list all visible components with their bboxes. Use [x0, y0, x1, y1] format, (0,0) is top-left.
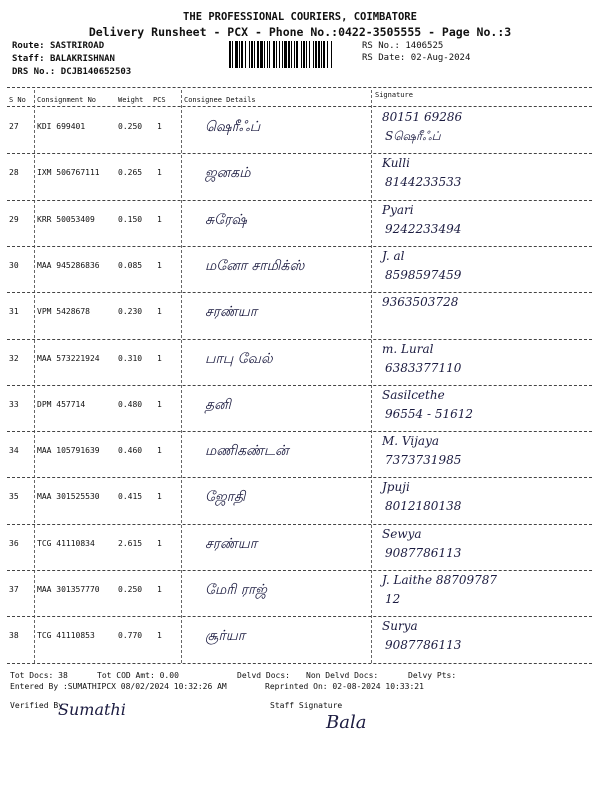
barcode-bar [301, 41, 302, 68]
row-sno: 27 [9, 122, 19, 131]
row-consignee-handwritten: சுரேஷ் [205, 211, 247, 228]
row-sno: 38 [9, 631, 19, 641]
row-weight: 0.460 [118, 446, 143, 456]
col-separator-signature [371, 90, 372, 663]
rs-no-line [362, 41, 443, 51]
col-header-consignee: Consignee Details [184, 96, 256, 104]
drs-value: DCJB140652503 [60, 67, 132, 77]
row-consignee-handwritten: சூர்யா [205, 628, 246, 645]
row-pcs: 1 [157, 260, 162, 270]
row-consignee-handwritten: தனி [205, 396, 231, 413]
row-divider [7, 431, 592, 432]
row-divider [7, 385, 592, 386]
route-value: SASTRIROAD [49, 41, 105, 51]
barcode-bar [245, 41, 246, 68]
table-bottom-rule [7, 663, 592, 664]
row-divider [7, 570, 592, 571]
rs-no-value: 1406525 [405, 41, 444, 51]
row-signature-line1: Sewya [382, 526, 422, 541]
row-weight: 0.150 [118, 214, 143, 224]
row-signature-line2: 8144233533 [385, 175, 462, 190]
staff-label: Staff: [12, 54, 45, 64]
row-consignment-no: KRR 50053409 [37, 214, 95, 224]
row-sno: 37 [9, 585, 19, 594]
verified-by-signature: Sumathi [58, 700, 126, 719]
row-weight: 0.310 [118, 353, 143, 363]
barcode-bar [273, 41, 275, 68]
row-weight: 0.770 [118, 631, 143, 641]
rs-date-label: RS Date: [362, 53, 406, 63]
barcode-bar [249, 41, 250, 68]
col-separator-consignee [181, 90, 182, 663]
delivered-docs: Delvd Docs: [237, 671, 290, 680]
row-sno: 28 [9, 168, 19, 178]
row-consignment-no: MAA 301525530 [37, 492, 100, 502]
row-pcs: 1 [157, 214, 162, 224]
row-signature-line2: Sஷெரீஃப் [385, 129, 441, 143]
col-header-signature: Signature [375, 91, 413, 99]
drs-line [12, 67, 131, 77]
row-consignee-handwritten: மேரி ராஜ் [205, 582, 267, 598]
row-consignment-no: VPM 5428678 [37, 307, 90, 317]
barcode-bar [257, 41, 259, 68]
barcode-bar [235, 41, 238, 68]
row-signature-line2: 12 [385, 592, 401, 606]
barcode-bar [321, 41, 322, 68]
row-weight: 0.265 [118, 168, 143, 178]
staff-line [12, 54, 115, 64]
route-label: Route: [12, 41, 45, 51]
row-sno: 34 [9, 446, 19, 456]
barcode [229, 41, 357, 68]
barcode-bar [229, 41, 231, 68]
drs-label: DRS No.: [12, 67, 56, 77]
row-consignee-handwritten: ஷெரீஃப் [205, 119, 261, 135]
tot-docs: Tot Docs: 38 [10, 671, 68, 680]
barcode-bar [239, 41, 240, 68]
runsheet-subtitle: Delivery Runsheet - PCX - Phone No.:0422-3505555 - Page No.:3 [88, 25, 512, 39]
delivery-points: Delvy Pts: [408, 671, 457, 680]
row-divider [7, 200, 592, 201]
barcode-bar [279, 41, 280, 68]
row-signature-line2: 8012180138 [385, 499, 462, 514]
row-pcs: 1 [157, 446, 162, 456]
row-weight: 0.085 [118, 260, 143, 270]
barcode-bar [260, 41, 263, 68]
barcode-bar [291, 41, 292, 68]
row-signature-line2: 9242233494 [385, 221, 462, 236]
barcode-bar [323, 41, 325, 68]
barcode-bar [313, 41, 314, 68]
staff-value: BALAKRISHNAN [49, 54, 115, 64]
barcode-bar [276, 41, 277, 68]
row-sno: 29 [9, 214, 19, 224]
row-consignment-no: IXM 506767111 [37, 168, 100, 178]
row-divider [7, 524, 592, 525]
row-signature-line2: 7373731985 [385, 453, 462, 468]
entered-by: Entered By :SUMATHIPCX 08/02/2024 10:32:26 AM [10, 682, 227, 691]
barcode-bar [331, 41, 332, 68]
row-pcs: 1 [157, 492, 162, 502]
row-pcs: 1 [157, 122, 162, 131]
row-weight: 2.615 [118, 538, 143, 548]
barcode-bar [264, 41, 265, 68]
barcode-bar [269, 41, 270, 68]
reprinted-on: Reprinted On: 02-08-2024 10:33:21 [265, 682, 424, 691]
rs-date-value: 02-Aug-2024 [410, 53, 471, 63]
row-divider [7, 616, 592, 617]
row-consignee-handwritten: பாபு வேல் [205, 350, 273, 367]
col-header-pcs: PCS [153, 96, 166, 104]
row-consignment-no: DPM 457714 [37, 399, 86, 409]
rs-no-label: RS No.: [362, 41, 400, 51]
row-divider [7, 153, 592, 154]
barcode-bar [296, 41, 298, 68]
row-weight: 0.415 [118, 492, 143, 502]
staff-signature: Bala [326, 712, 367, 733]
col-header-sno: S No [9, 96, 26, 104]
barcode-bar [318, 41, 320, 68]
row-consignee-handwritten: ஜோதி [205, 489, 246, 506]
table-top-rule [7, 87, 592, 88]
rs-date-line [362, 53, 470, 63]
row-consignment-no: MAA 945286836 [37, 260, 100, 270]
row-weight: 0.250 [118, 122, 143, 131]
row-signature-line1: Jpuji [382, 480, 410, 495]
row-signature-line2: 8598597459 [385, 267, 462, 282]
row-signature-line2: 9087786113 [385, 638, 462, 653]
row-consignee-handwritten: சரண்யா [205, 304, 258, 321]
barcode-bar [284, 41, 287, 68]
row-signature-line1: Kulli [382, 156, 410, 171]
route-line [12, 41, 104, 51]
barcode-bar [267, 41, 268, 68]
row-signature-line1: Surya [382, 619, 418, 634]
barcode-bar [232, 41, 233, 68]
row-signature-line1: J. Laithe 88709787 [382, 573, 498, 587]
row-consignee-handwritten: மனோ சாமிக்ஸ் [205, 257, 305, 274]
row-weight: 0.250 [118, 585, 143, 594]
row-signature-line1: 80151 69286 [382, 110, 463, 124]
row-consignee-handwritten: சரண்யா [205, 535, 258, 552]
row-sno: 32 [9, 353, 19, 363]
row-pcs: 1 [157, 399, 162, 409]
row-divider [7, 477, 592, 478]
barcode-bar [303, 41, 305, 68]
barcode-bar [282, 41, 283, 68]
company-title: THE PROFESSIONAL COURIERS, COIMBATORE [183, 11, 417, 23]
row-sno: 30 [9, 260, 19, 270]
row-consignment-no: KDI 699401 [37, 122, 86, 131]
row-pcs: 1 [157, 631, 162, 641]
row-divider [7, 246, 592, 247]
row-pcs: 1 [157, 353, 162, 363]
row-divider [7, 339, 592, 340]
row-weight: 0.230 [118, 307, 143, 317]
row-sno: 35 [9, 492, 19, 502]
row-sno: 36 [9, 538, 19, 548]
table-header-rule [7, 106, 592, 107]
barcode-bar [251, 41, 253, 68]
barcode-bar [241, 41, 243, 68]
row-signature-line1: Sasilcethe [382, 387, 445, 402]
row-signature-line2: 96554 - 51612 [385, 406, 474, 421]
row-pcs: 1 [157, 585, 162, 594]
barcode-bar [288, 41, 290, 68]
non-delivered-docs: Non Delvd Docs: [306, 671, 379, 680]
row-pcs: 1 [157, 538, 162, 548]
col-header-weight: Weight [118, 96, 144, 104]
barcode-bar [309, 41, 310, 68]
col-separator-sno [34, 90, 35, 663]
row-signature-line1: 9363503728 [382, 295, 459, 310]
row-consignment-no: TCG 41110853 [37, 631, 95, 641]
row-signature-line2: 6383377110 [385, 360, 462, 375]
tot-cod-amount: Tot COD Amt: 0.00 [97, 671, 179, 680]
row-signature-line1: Pyari [382, 202, 414, 217]
barcode-bar [306, 41, 307, 68]
row-pcs: 1 [157, 168, 162, 178]
row-sno: 33 [9, 399, 19, 409]
row-consignment-no: MAA 573221924 [37, 353, 100, 363]
row-divider [7, 292, 592, 293]
row-consignment-no: MAA 301357770 [37, 585, 100, 594]
staff-signature-label: Staff Signature [270, 701, 343, 710]
row-signature-line1: m. Lural [382, 341, 434, 356]
row-consignment-no: MAA 105791639 [37, 446, 100, 456]
barcode-bar [327, 41, 328, 68]
col-header-consignment: Consignment No [37, 96, 97, 104]
row-signature-line1: J. al [382, 248, 405, 263]
row-sno: 31 [9, 307, 19, 317]
row-consignee-handwritten: ஜனகம் [205, 165, 251, 182]
barcode-bar [254, 41, 255, 68]
row-signature-line2: 9087786113 [385, 545, 462, 560]
row-weight: 0.480 [118, 399, 143, 409]
barcode-bar [315, 41, 317, 68]
barcode-bar [294, 41, 295, 68]
row-pcs: 1 [157, 307, 162, 317]
row-consignment-no: TCG 41110834 [37, 538, 95, 548]
row-signature-line1: M. Vijaya [382, 434, 440, 449]
row-consignee-handwritten: மணிகண்டன் [205, 443, 289, 460]
verified-by-label: Verified By [10, 701, 63, 710]
